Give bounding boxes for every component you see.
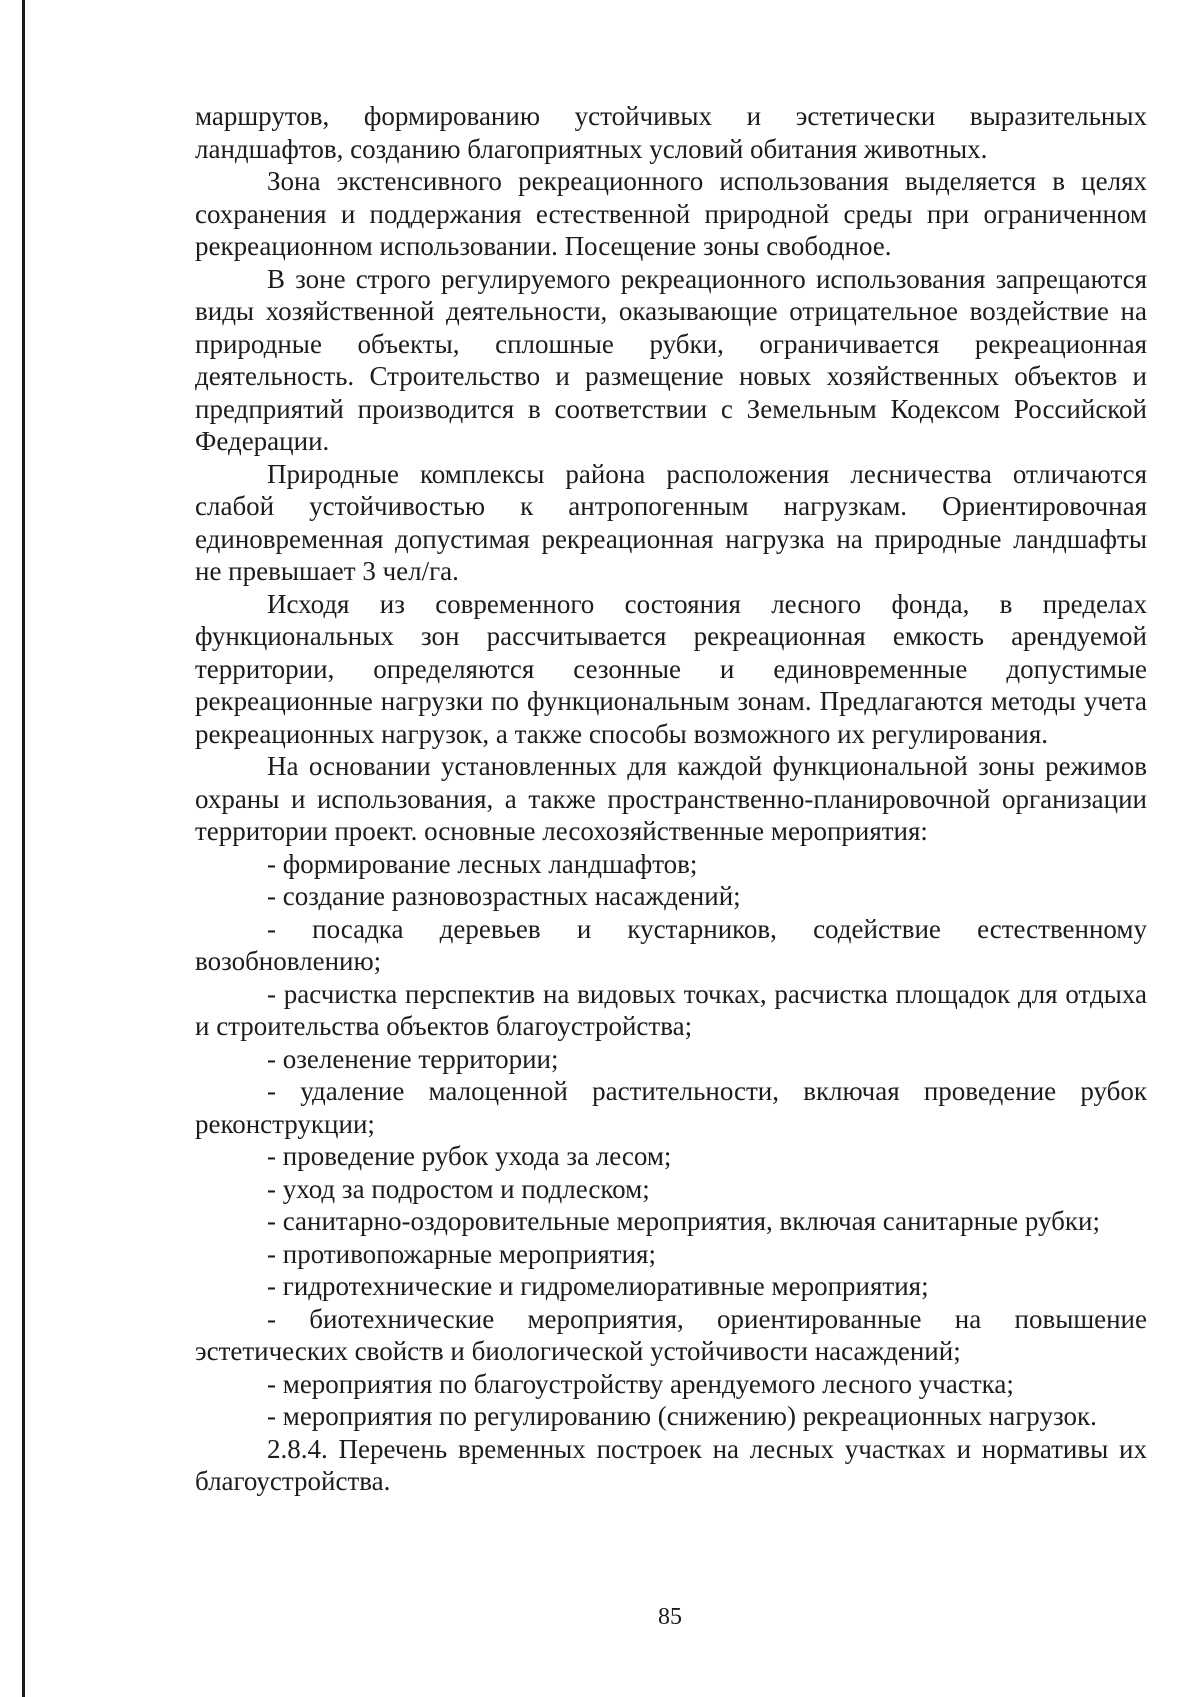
- list-item: - создание разновозрастных насаждений;: [267, 881, 741, 911]
- list-item: - биотехнические мероприятия, ориентированные на повышение эстетических свойств и биологической устойчивости насаждений;: [195, 1303, 1147, 1366]
- list-item: - формирование лесных ландшафтов;: [267, 848, 698, 879]
- list-item: - мероприятия по регулированию (снижению) рекреационных нагрузок.: [267, 1401, 1097, 1431]
- list-item: - противопожарные мероприятия;: [267, 1238, 656, 1269]
- list-item: - уход за подростом и подлеском;: [267, 1173, 650, 1204]
- measures-list: [195, 848, 1147, 1433]
- list-item: - посадка деревьев и кустарников, содействие естественному возобновлению;: [195, 913, 1147, 976]
- list-item: - озеленение территории;: [267, 1043, 559, 1074]
- list-item: - санитарно-оздоровительные мероприятия, включая санитарные рубки;: [267, 1206, 1100, 1236]
- paragraph-recreational-capacity: Исходя из современного состояния лесного фонда, в пределах функциональных зон рассчитывается рекреационная емкость арендуемой территории, определяются сезонные и единовременные допустимые рекреационные нагрузки по функциональным зонам. Предлагаются методы учета рекреационных нагрузок, а также способы возможного их регулирования.: [195, 588, 1147, 749]
- paragraph-extensive-zone: Зона экстенсивного рекреационного использования выделяется в целях сохранения и поддержания естественной природной среды при ограниченном рекреационном использовании. Посещение зоны свободное.: [195, 166, 1147, 261]
- list-item: - расчистка перспектив на видовых точках, расчистка площадок для отдыха и строительства объектов благоустройства;: [195, 978, 1147, 1041]
- paragraph-natural-complexes: Природные комплексы района расположения лесничества отличаются слабой устойчивостью к антропогенным нагрузкам. Ориентировочная единовременная допустимая рекреационная нагрузка на природные ландшафты не превышает 3 чел/га.: [195, 458, 1147, 586]
- document-page: [195, 100, 1147, 1498]
- page-number: 85: [658, 1604, 682, 1630]
- list-item: - мероприятия по благоустройству арендуемого лесного участка;: [267, 1368, 1014, 1399]
- scan-edge-line: [22, 0, 25, 1697]
- list-item: - удаление малоценной растительности, включая проведение рубок реконструкции;: [195, 1076, 1147, 1139]
- list-item: - проведение рубок ухода за лесом;: [267, 1141, 672, 1171]
- paragraph-continuation: маршрутов, формированию устойчивых и эстетически выразительных ландшафтов, созданию благоприятных условий обитания животных.: [195, 101, 1147, 164]
- paragraph-measures-intro: На основании установленных для каждой функциональной зоны режимов охраны и использования, а также пространственно-планировочной организации территории проект. основные лесохозяйственные мероприятия:: [195, 751, 1147, 846]
- section-heading: 2.8.4. Перечень временных построек на лесных участках и нормативы их благоустройства.: [195, 1433, 1147, 1496]
- list-item: - гидротехнические и гидромелиоративные мероприятия;: [267, 1271, 929, 1301]
- paragraph-regulated-zone: В зоне строго регулируемого рекреационного использования запрещаются виды хозяйственной деятельности, оказывающие отрицательное воздействие на природные объекты, сплошные рубки, ограничивается рекреационная деятельность. Строительство и размещение новых хозяйственных объектов и предприятий производится в соответствии с Земельным Кодексом Российской Федерации.: [195, 263, 1147, 456]
